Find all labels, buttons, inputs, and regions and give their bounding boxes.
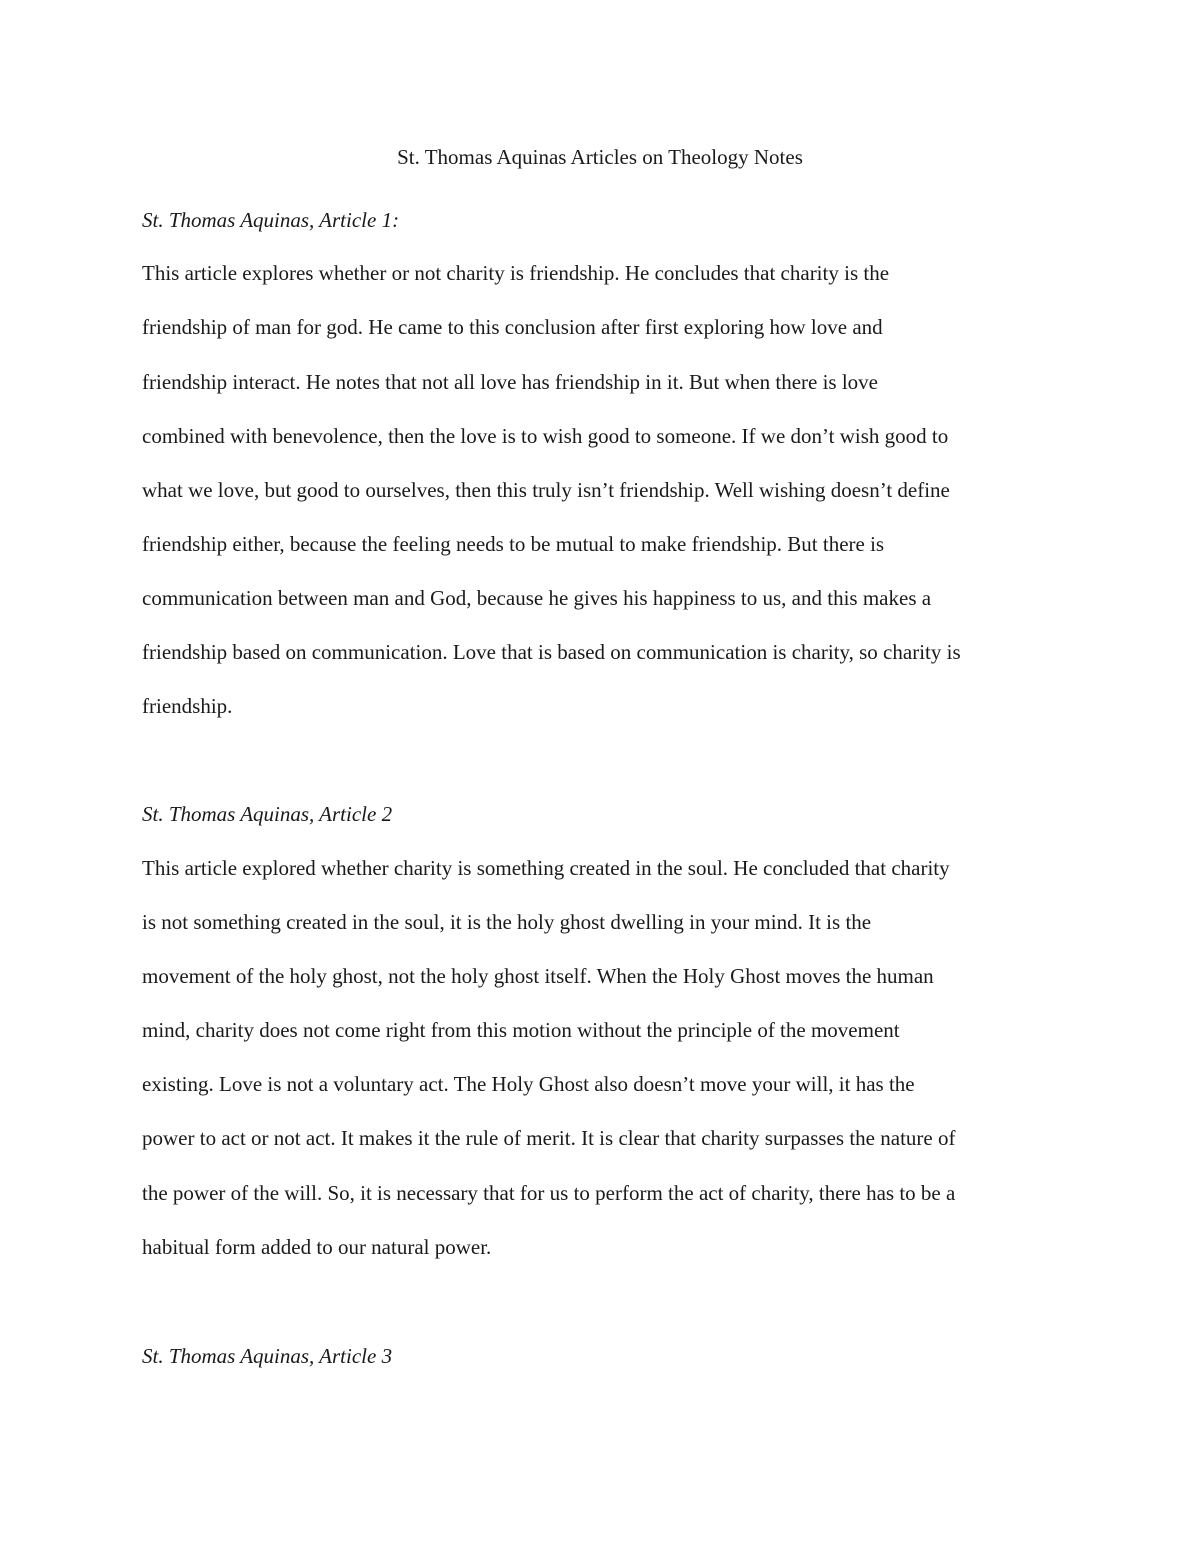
paragraph-line: friendship. <box>142 694 233 718</box>
paragraph-line: communication between man and God, because he gives his happiness to us, and this makes a <box>142 586 932 610</box>
paragraph-line: combined with benevolence, then the love is to wish good to someone. If we don’t wish good to <box>142 424 949 448</box>
paragraph-line: existing. Love is not a voluntary act. The Holy Ghost also doesn’t move your will, it has the <box>142 1072 915 1096</box>
paragraph-line: movement of the holy ghost, not the holy ghost itself. When the Holy Ghost moves the human <box>142 964 934 988</box>
paragraph-line: This article explored whether charity is something created in the soul. He concluded that charity <box>142 856 950 880</box>
paragraph-line: friendship of man for god. He came to this conclusion after first exploring how love and <box>142 315 883 339</box>
paragraph-line: This article explores whether or not charity is friendship. He concludes that charity is the <box>142 261 890 285</box>
paragraph-line: habitual form added to our natural power. <box>142 1235 492 1259</box>
paragraph-line: friendship either, because the feeling needs to be mutual to make friendship. But there is <box>142 532 885 556</box>
section-heading-article-3: St. Thomas Aquinas, Article 3 <box>142 1344 393 1368</box>
section-heading-article-2: St. Thomas Aquinas, Article 2 <box>142 802 393 826</box>
paragraph-line: power to act or not act. It makes it the rule of merit. It is clear that charity surpasses the nature of <box>142 1126 956 1150</box>
section-heading-article-1: St. Thomas Aquinas, Article 1: <box>142 208 400 232</box>
document-title: St. Thomas Aquinas Articles on Theology Notes <box>397 145 803 169</box>
paragraph-line: what we love, but good to ourselves, then this truly isn’t friendship. Well wishing doesn’t define <box>142 478 950 502</box>
paragraph-line: friendship interact. He notes that not all love has friendship in it. But when there is love <box>142 370 878 394</box>
paragraph-line: mind, charity does not come right from this motion without the principle of the movement <box>142 1018 900 1042</box>
paragraph-line: friendship based on communication. Love that is based on communication is charity, so charity is <box>142 640 961 664</box>
paragraph-line: the power of the will. So, it is necessary that for us to perform the act of charity, there has to be a <box>142 1181 956 1205</box>
paragraph-line: is not something created in the soul, it is the holy ghost dwelling in your mind. It is the <box>142 910 872 934</box>
